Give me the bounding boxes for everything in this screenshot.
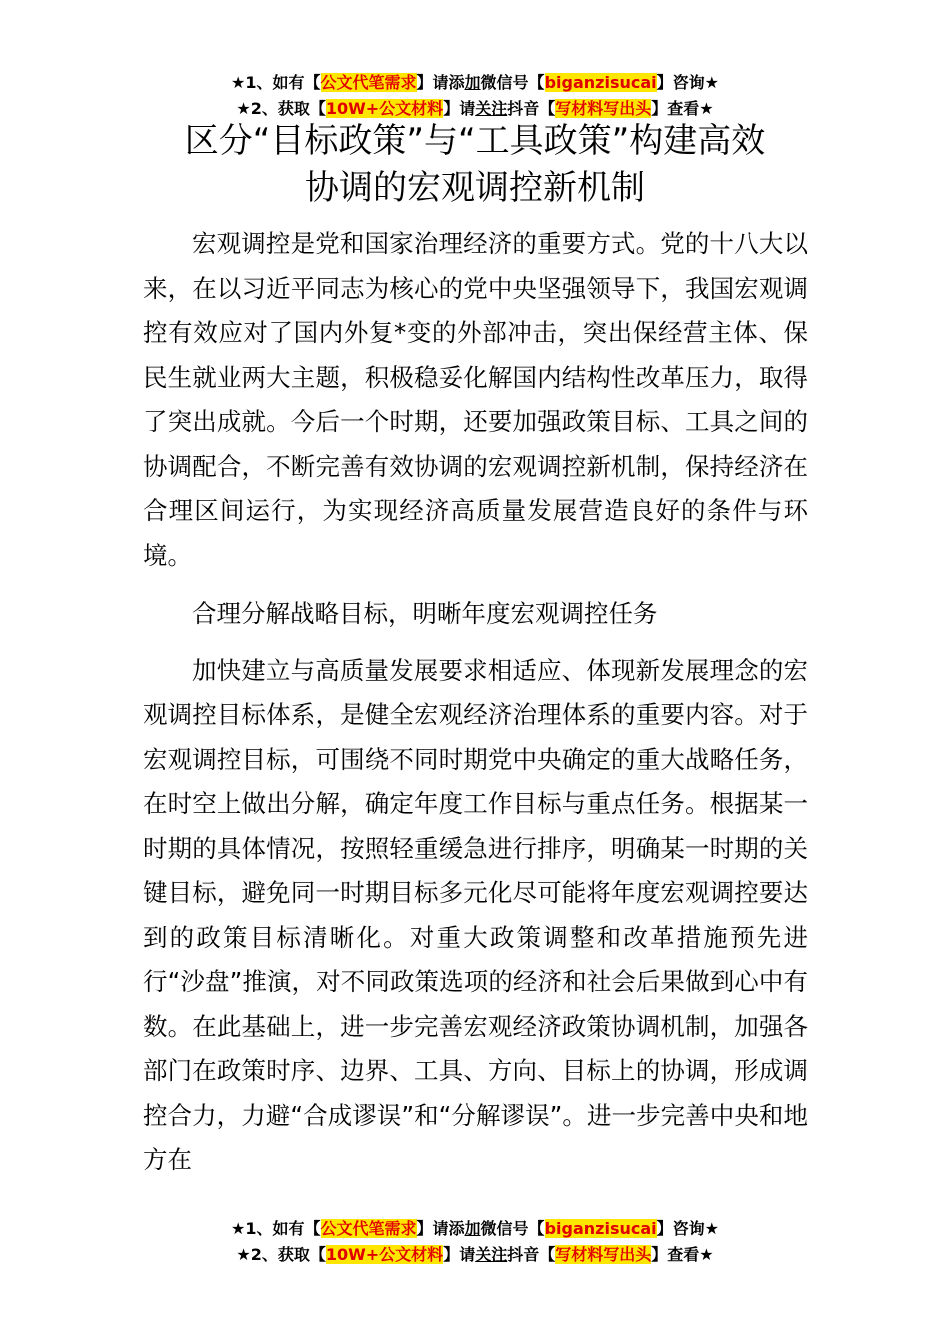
ad-text: 】请添 [416, 1219, 465, 1238]
ad-douyin-id: 写材料写出头 [555, 99, 652, 118]
ad-highlight: 公文代笔需求 [320, 1219, 417, 1238]
ad-line-1 [0, 70, 950, 96]
paragraph-2: 加快建立与高质量发展要求相适应、体现新发展理念的宏观调控目标体系，是健全宏观经济治理体系的重要内容。对于宏观调控目标，可围绕不同时期党中央确定的重大战略任务，在时空上做出分解，确定年度工作目标与重点任务。根据某一时期的具体情况，按照轻重缓急进行排序，明确某一时期的关键目标，避免同一时期目标多元化尽可能将年度宏观调控要达到的政策目标清晰化。对重大政策调整和改革措施预先进行“沙盘”推演，对不同政策选项的经济和社会后果做到心中有数。在此基础上，进一步完善宏观经济政策协调机制，加强各部门在政策时序、边界、工具、方向、目标上的协调，形成调控合力，力避“合成谬误”和“分解谬误”。进一步完善中央和地方在 [143, 655, 808, 1174]
ad-line-2 [0, 1242, 950, 1268]
ad-text: 】咨询★ [656, 1219, 719, 1238]
ad-text: ★1、如有【 [231, 73, 321, 92]
ad-text: ★2、获取【 [236, 1245, 326, 1264]
section-heading: 合理分解战略目标，明晰年度宏观调控任务 [192, 599, 658, 628]
title-line-1: 区分“目标政策”与“工具政策”构建高效 [184, 121, 766, 161]
ad-wechat-id: biganzisucai [544, 1219, 657, 1238]
ad-underline: 关注 [475, 1245, 508, 1264]
paragraph-1: 宏观调控是党和国家治理经济的重要方式。党的十八大以来，在以习近平同志为核心的党中央坚强领导下，我国宏观调控有效应对了国内外复*变的外部冲击，突出保经营主体、保民生就业两大主题，积极稳妥化解国内结构性改革压力，取得了突出成就。今后一个时期，还要加强政策目标、工具之间的协调配合，不断完善有效协调的宏观调控新机制，保持经济在合理区间运行，为实现经济高质量发展营造良好的条件与环境。 [143, 229, 808, 570]
ad-text: 】请 [443, 99, 476, 118]
document-body [143, 222, 808, 1197]
ad-text: 】请 [443, 1245, 476, 1264]
ad-highlight: 10W+公文材料 [325, 1245, 444, 1264]
ad-text: 】请添 [416, 73, 465, 92]
ad-text: 抖音【 [507, 1245, 556, 1264]
ad-text: 抖音【 [507, 99, 556, 118]
ad-text: ★2、获取【 [236, 99, 326, 118]
footer-ad [0, 1216, 950, 1268]
ad-underline: 加 [464, 1219, 481, 1238]
header-ad [0, 70, 950, 122]
ad-highlight: 公文代笔需求 [320, 73, 417, 92]
ad-text: 】查看★ [651, 99, 714, 118]
ad-text: 】咨询★ [656, 73, 719, 92]
ad-line-1 [0, 1216, 950, 1242]
ad-underline: 关注 [475, 99, 508, 118]
ad-douyin-id: 写材料写出头 [555, 1245, 652, 1264]
ad-text: ★1、如有【 [231, 1219, 321, 1238]
ad-text: 微信号【 [480, 73, 545, 92]
ad-text: 微信号【 [480, 1219, 545, 1238]
title-line-2: 协调的宏观调控新机制 [305, 168, 645, 208]
ad-text: 】查看★ [651, 1245, 714, 1264]
ad-highlight: 10W+公文材料 [325, 99, 444, 118]
ad-underline: 加 [464, 73, 481, 92]
document-title [0, 118, 950, 212]
ad-wechat-id: biganzisucai [544, 73, 657, 92]
